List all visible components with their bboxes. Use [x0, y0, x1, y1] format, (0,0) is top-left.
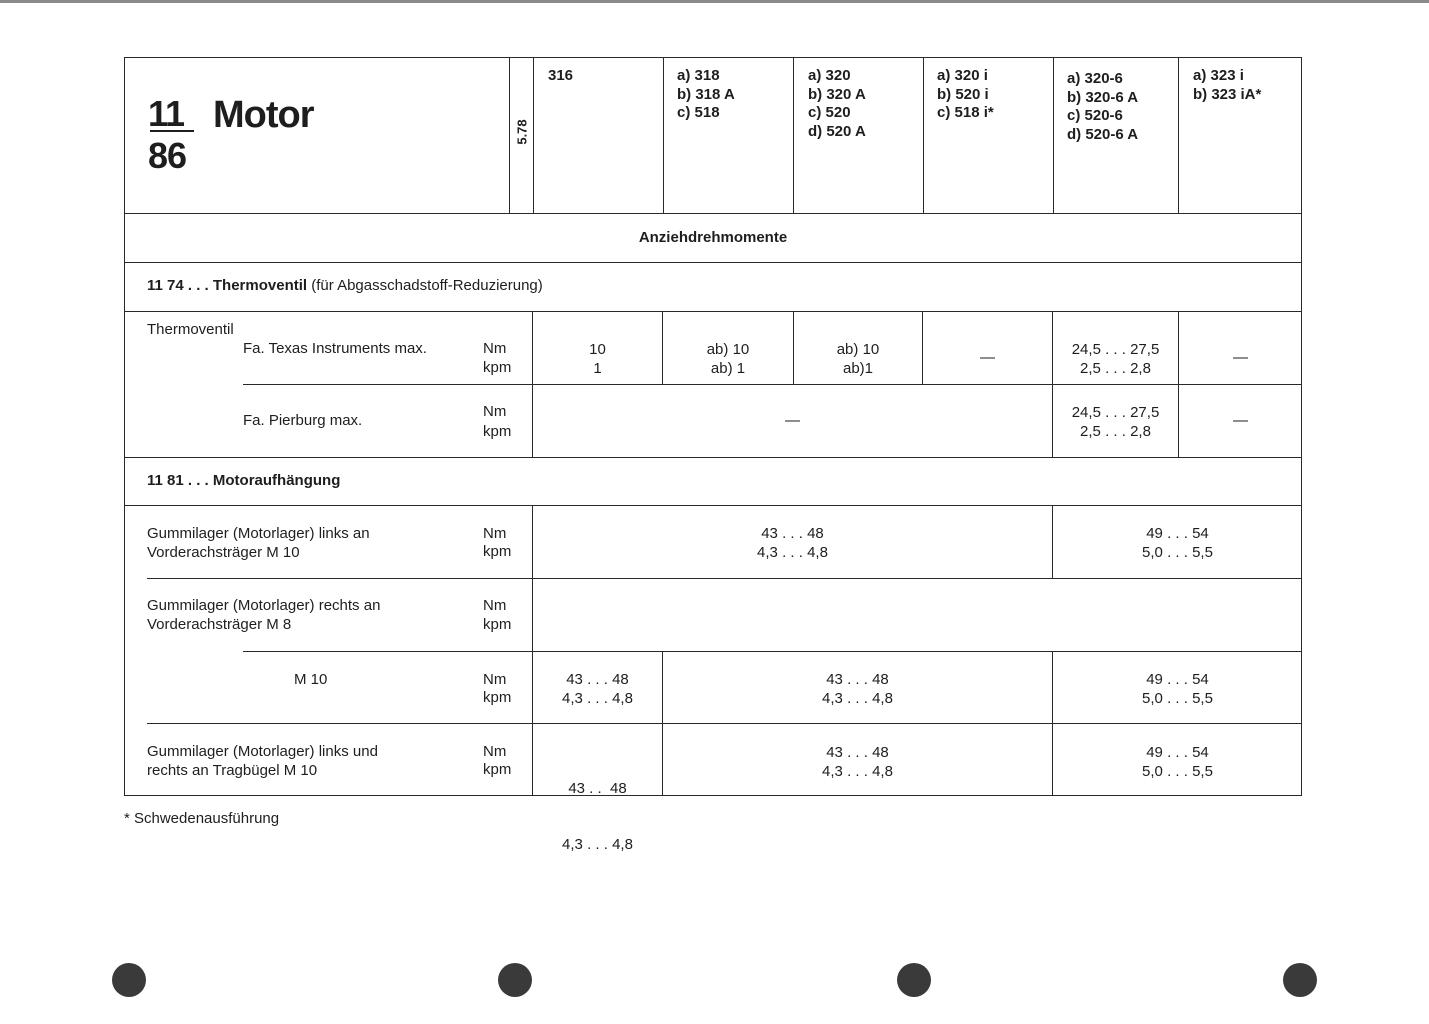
model-line: a) 320-6 — [1067, 70, 1123, 87]
unit-nm: Nm — [483, 671, 507, 688]
unit-nm: Nm — [483, 340, 507, 357]
rule-v-320-left — [793, 57, 794, 214]
chapter-number: 11 — [148, 93, 185, 134]
value-kpm: 1 — [593, 359, 602, 377]
texas-320-value — [794, 341, 922, 378]
row-label-tragbuegel — [147, 743, 378, 780]
value-kpm: 4,3 . . . 4,8 — [822, 689, 893, 707]
model-line: d) 520 A — [808, 122, 866, 140]
unit-nm: Nm — [483, 525, 507, 542]
rule-v-318-left — [663, 57, 664, 214]
label-line: Vorderachsträger M 10 — [147, 543, 300, 561]
model-line: d) 520-6 A — [1067, 125, 1139, 143]
row-label-rechts-m8 — [147, 597, 380, 634]
m10-right-value — [1053, 671, 1302, 708]
label-line: Gummilager (Motorlager) links an — [147, 525, 370, 542]
model-line: c) 520-6 — [1067, 107, 1123, 124]
row-label-links-m10 — [147, 525, 370, 562]
value-kpm: ab)1 — [842, 359, 874, 377]
value-nm: 49 . . . 54 — [1146, 525, 1209, 542]
value-nm: 43 . . . 48 — [826, 744, 889, 761]
rule-group1-title-bottom — [124, 311, 1302, 312]
section-title: Anziehdrehmomente — [638, 229, 788, 246]
rule-v-3206-left — [1053, 57, 1054, 214]
model-line: a) 320 i — [937, 67, 988, 84]
rule-group2-title-bottom — [124, 505, 1302, 506]
value-kpm: 5,0 . . . 5,5 — [1142, 762, 1213, 780]
row-label-m10: M 10 — [294, 671, 328, 688]
value-kpm: ab) 1 — [710, 359, 746, 377]
rule-texas-bottom — [243, 384, 1302, 385]
rule-v-320i-g1 — [922, 311, 923, 384]
m10-316-value — [533, 671, 662, 708]
model-line: c) 520 — [808, 104, 851, 121]
texas-323i-value: — — [1233, 349, 1248, 366]
rule-row3-bottom — [147, 723, 1302, 724]
rule-section-bottom — [124, 262, 1302, 263]
row-label-texas: Fa. Texas Instruments max. — [243, 340, 427, 357]
group-code: 11 74 . . . — [147, 277, 209, 294]
rule-header-bottom — [124, 213, 1302, 214]
label-line: Vorderachsträger M 8 — [147, 615, 292, 633]
date-code: 5.78 — [514, 119, 530, 145]
rule-v-316-left — [533, 57, 534, 214]
model-line: a) 318 — [677, 67, 720, 84]
value-nm: 24,5 . . . 27,5 — [1071, 341, 1160, 358]
value-nm: 10 — [589, 341, 606, 358]
pierburg-320-6-value — [1053, 404, 1178, 441]
chapter-title: Motor — [213, 94, 314, 136]
page-number: 86 — [148, 135, 187, 176]
unit-kpm: kpm — [483, 616, 512, 633]
group-motoraufhaengung-title — [147, 472, 340, 491]
label-line: Gummilager (Motorlager) links und — [147, 743, 378, 760]
group-name: Motoraufhängung — [212, 472, 341, 489]
model-line: c) 518 — [677, 104, 720, 121]
value-nm: 43 . . . 48 — [761, 525, 824, 542]
m10-mid-value — [663, 671, 1052, 708]
fraction-line — [150, 130, 194, 132]
model-col-320i — [937, 67, 994, 123]
model-line: b) 318 A — [677, 85, 735, 103]
pierburg-merged-value: — — [785, 412, 800, 429]
value-kpm: 2,5 . . . 2,8 — [1080, 422, 1151, 440]
unit-kpm: kpm — [483, 689, 512, 706]
rule-v-data-left-g1 — [532, 311, 533, 457]
tragbuegel-mid-value — [663, 744, 1052, 781]
value-nm: 43 . . . 48 — [566, 671, 629, 688]
value-kpm: 4,3 . . . 4,8 — [562, 835, 633, 853]
rule-v-323i-g1 — [1178, 311, 1179, 457]
value-kpm: 4,3 . . . 4,8 — [822, 762, 893, 780]
model-col-320-6 — [1067, 70, 1138, 144]
tragbuegel-right-value — [1053, 744, 1302, 781]
group-code: 11 81 . . . — [147, 472, 209, 489]
date-code-cell — [512, 111, 532, 153]
tragbuegel-316-value — [533, 743, 662, 873]
group-note: (für Abgasschadstoff-Reduzierung) — [311, 277, 543, 294]
value-nm: ab) 10 — [706, 341, 750, 358]
rule-row1-bottom — [147, 578, 1302, 579]
rule-row2-bottom — [243, 651, 1302, 652]
unit-nm: Nm — [483, 597, 507, 614]
model-line: b) 320-6 A — [1067, 88, 1139, 106]
rule-v-320i-left — [923, 57, 924, 214]
unit-kpm: kpm — [483, 423, 512, 440]
model-line: b) 323 iA* — [1193, 85, 1262, 103]
model-col-316 — [548, 67, 573, 86]
value-nm: 49 . . . 54 — [1146, 744, 1209, 761]
punch-hole — [897, 963, 931, 997]
texas-316-value — [533, 341, 662, 378]
row-label-pierburg: Fa. Pierburg max. — [243, 412, 363, 429]
value-nm: 43 . . . 48 — [826, 671, 889, 688]
model-col-320 — [808, 67, 866, 141]
model-col-318 — [677, 67, 735, 123]
unit-kpm: kpm — [483, 359, 512, 376]
rule-v-date-left — [509, 57, 510, 214]
group-name: Thermoventil — [212, 277, 308, 294]
unit-nm: Nm — [483, 743, 507, 760]
label-line: Gummilager (Motorlager) rechts an — [147, 597, 381, 614]
texas-320i-value: — — [980, 349, 995, 366]
value-nm: 43 . . 48 — [568, 780, 627, 797]
rule-pierburg-bottom — [124, 457, 1302, 458]
model-line: c) 518 i* — [937, 104, 994, 121]
value-kpm: 4,3 . . . 4,8 — [562, 689, 633, 707]
value-kpm: 2,5 . . . 2,8 — [1080, 359, 1151, 377]
model-col-323i — [1193, 67, 1261, 104]
value-nm: 49 . . . 54 — [1146, 671, 1209, 688]
pierburg-323i-value: — — [1233, 412, 1248, 429]
value-kpm: 5,0 . . . 5,5 — [1142, 689, 1213, 707]
item-label-thermoventil: Thermoventil — [147, 321, 234, 338]
model-line: a) 323 i — [1193, 67, 1244, 84]
model-line: a) 320 — [808, 67, 851, 84]
model-line: b) 520 i — [937, 85, 989, 103]
texas-320-6-value — [1053, 341, 1178, 378]
punch-hole — [1283, 963, 1317, 997]
punch-hole — [498, 963, 532, 997]
unit-kpm: kpm — [483, 543, 512, 560]
value-nm: ab) 10 — [836, 341, 880, 358]
model-line: b) 320 A — [808, 85, 866, 103]
unit-kpm: kpm — [483, 761, 512, 778]
footnote: * Schwedenausführung — [124, 810, 280, 827]
group-thermoventil-title — [147, 277, 543, 296]
rule-v-323i-left — [1178, 57, 1179, 214]
links-m10-left-value — [533, 525, 1052, 562]
value-kpm: 4,3 . . . 4,8 — [757, 543, 828, 561]
unit-nm: Nm — [483, 403, 507, 420]
value-kpm: 5,0 . . . 5,5 — [1142, 543, 1213, 561]
punch-hole — [112, 963, 146, 997]
value-nm: 24,5 . . . 27,5 — [1071, 404, 1160, 421]
model-line: 316 — [548, 67, 574, 84]
links-m10-right-value — [1053, 525, 1302, 562]
top-edge-line — [0, 0, 1429, 3]
texas-318-value — [663, 341, 793, 378]
label-line: rechts an Tragbügel M 10 — [147, 761, 318, 779]
